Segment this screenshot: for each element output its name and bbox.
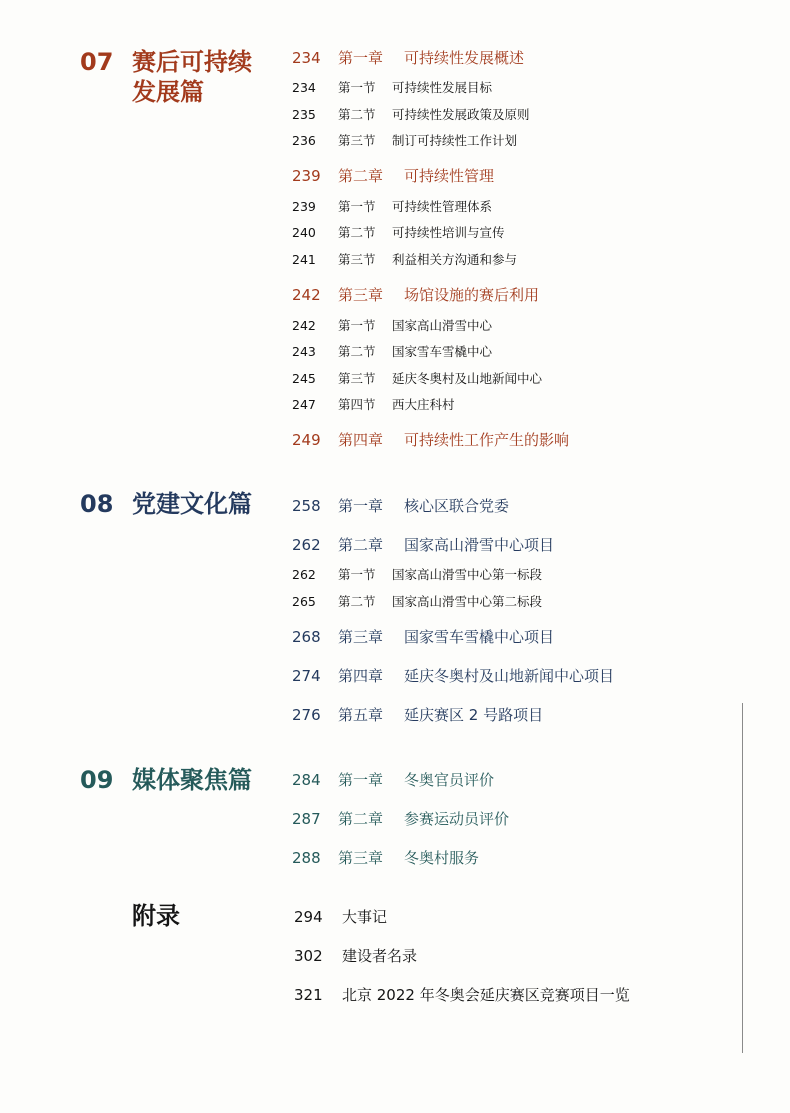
page-number: 235 [292,107,316,122]
page-number: 236 [292,133,316,148]
toc-chapter-entry[interactable] [292,535,554,555]
chapter-title: 可持续性管理 [404,167,495,185]
toc-chapter-entry[interactable] [292,285,539,305]
section-title: 国家雪车雪橇中心 [392,344,493,359]
toc-section-entry[interactable] [292,251,517,269]
page-number: 321 [294,986,323,1004]
page-number: 247 [292,397,316,412]
toc-chapter-entry[interactable] [292,666,614,686]
part-09-title [132,765,252,795]
section-label: 第三节 [338,252,376,267]
chapter-label: 第一章 [338,497,384,515]
toc-chapter-entry[interactable] [292,496,509,516]
chapter-label: 第二章 [338,810,384,828]
toc-section-entry[interactable] [292,396,455,414]
section-title: 国家高山滑雪中心第一标段 [392,567,543,582]
toc-section-entry[interactable] [292,106,530,124]
chapter-label: 第五章 [338,706,384,724]
page-number: 245 [292,371,316,386]
page-number: 262 [292,536,321,554]
page-number: 276 [292,706,321,724]
toc-section-entry[interactable] [292,566,542,584]
page-edge-line [742,703,743,1053]
toc-section-entry[interactable] [292,317,492,335]
page-number: 268 [292,628,321,646]
part-07-title [132,47,252,107]
chapter-title: 参赛运动员评价 [404,810,510,828]
chapter-title: 场馆设施的赛后利用 [404,286,540,304]
section-label: 第一节 [338,318,376,333]
page-number: 302 [294,947,323,965]
page-number: 241 [292,252,316,267]
section-title: 可持续性管理体系 [392,199,493,214]
section-label: 第三节 [338,133,376,148]
page-number: 274 [292,667,321,685]
page-number: 284 [292,771,321,789]
page-number: 287 [292,810,321,828]
section-label: 第一节 [338,199,376,214]
toc-appendix-entry[interactable] [294,985,630,1005]
toc-chapter-entry[interactable] [292,848,479,868]
section-title: 国家高山滑雪中心 [392,318,493,333]
chapter-label: 第四章 [338,667,384,685]
section-title: 延庆冬奥村及山地新闻中心 [392,371,543,386]
page-number: 288 [292,849,321,867]
section-label: 第四节 [338,397,376,412]
toc-chapter-entry[interactable] [292,627,554,647]
section-title: 可持续性发展目标 [392,80,493,95]
toc-appendix-entry[interactable] [294,946,417,966]
section-label: 第二节 [338,594,376,609]
toc-appendix-entry[interactable] [294,907,387,927]
toc-section-entry[interactable] [292,593,542,611]
page-number: 234 [292,80,316,95]
part-07-number: 07 [80,48,114,76]
section-title: 利益相关方沟通和参与 [392,252,518,267]
part-08-title-line-1: 党建文化篇 [132,490,252,518]
toc-section-entry[interactable] [292,224,505,242]
page-number: 294 [294,908,323,926]
page-number: 262 [292,567,316,582]
toc-chapter-entry[interactable] [292,48,524,68]
page-number: 239 [292,167,321,185]
page-number: 265 [292,594,316,609]
appendix-entry-title: 北京 2022 年冬奥会延庆赛区竞赛项目一览 [342,986,630,1004]
part-07-title-line-1: 赛后可持续 [132,48,252,76]
chapter-title: 延庆赛区 2 号路项目 [404,706,544,724]
part-07-title-line-2: 发展篇 [132,78,204,106]
chapter-title: 国家高山滑雪中心项目 [404,536,555,554]
section-title: 制订可持续性工作计划 [392,133,518,148]
page-number: 242 [292,318,316,333]
section-label: 第二节 [338,107,376,122]
toc-section-entry[interactable] [292,343,492,361]
chapter-label: 第四章 [338,431,384,449]
appendix-title: 附录 [132,902,180,930]
toc-section-entry[interactable] [292,370,542,388]
chapter-label: 第一章 [338,771,384,789]
toc-chapter-entry[interactable] [292,705,543,725]
toc-chapter-entry[interactable] [292,809,509,829]
page-number: 234 [292,49,321,67]
part-09-number: 09 [80,766,114,794]
chapter-title: 可持续性工作产生的影响 [404,431,570,449]
page-number: 242 [292,286,321,304]
part-08-title [132,489,252,519]
chapter-title: 延庆冬奥村及山地新闻中心项目 [404,667,615,685]
toc-chapter-entry[interactable] [292,166,494,186]
section-label: 第二节 [338,344,376,359]
page-number: 249 [292,431,321,449]
toc-chapter-entry[interactable] [292,770,494,790]
chapter-label: 第三章 [338,849,384,867]
chapter-title: 冬奥村服务 [404,849,480,867]
page-number: 258 [292,497,321,515]
page-number: 243 [292,344,316,359]
chapter-title: 冬奥官员评价 [404,771,495,789]
chapter-label: 第一章 [338,49,384,67]
page-number: 240 [292,225,316,240]
page-number: 239 [292,199,316,214]
section-label: 第二节 [338,225,376,240]
appendix-entry-title: 大事记 [342,908,388,926]
chapter-label: 第三章 [338,286,384,304]
chapter-label: 第三章 [338,628,384,646]
section-title: 可持续性发展政策及原则 [392,107,530,122]
part-09-title-line-1: 媒体聚焦篇 [132,766,252,794]
chapter-title: 国家雪车雪橇中心项目 [404,628,555,646]
toc-section-entry[interactable] [292,198,492,216]
section-title: 可持续性培训与宣传 [392,225,505,240]
chapter-title: 可持续性发展概述 [404,49,525,67]
section-label: 第一节 [338,80,376,95]
toc-section-entry[interactable] [292,79,492,97]
chapter-title: 核心区联合党委 [404,497,510,515]
section-title: 国家高山滑雪中心第二标段 [392,594,543,609]
chapter-label: 第二章 [338,536,384,554]
chapter-label: 第二章 [338,167,384,185]
section-label: 第三节 [338,371,376,386]
section-label: 第一节 [338,567,376,582]
toc-section-entry[interactable] [292,132,517,150]
appendix-entry-title: 建设者名录 [342,947,418,965]
part-08-number: 08 [80,490,114,518]
section-title: 西大庄科村 [392,397,455,412]
toc-chapter-entry[interactable] [292,430,569,450]
